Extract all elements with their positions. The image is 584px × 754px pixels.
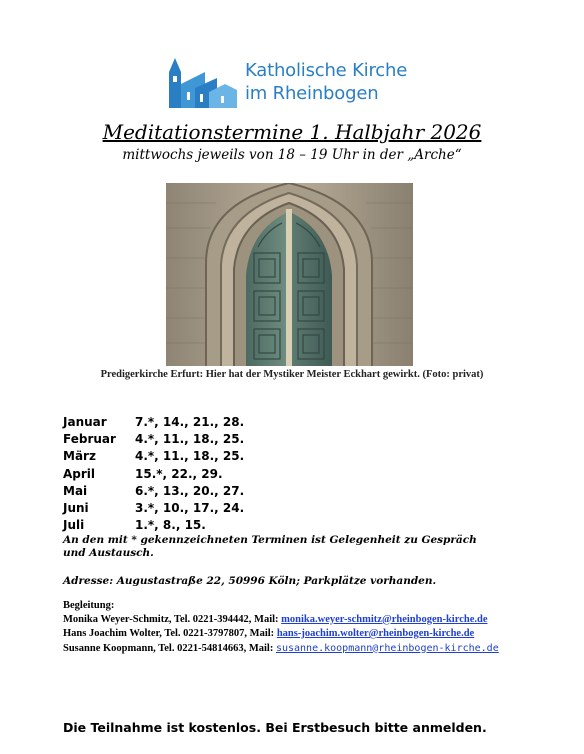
contact-hans-joachim [63, 628, 523, 641]
page-subtitle: mittwochs jeweils von 18 – 19 Uhr in der „Arche“ [122, 147, 462, 163]
logo-text-line2: im Rheinbogen [245, 83, 379, 104]
month-days: 7.*, 14., 21., 28. [135, 415, 245, 429]
month-label: Juli [63, 518, 85, 533]
logo-text-line1: Katholische Kirche [245, 60, 408, 81]
church-door-photo [166, 183, 413, 366]
month-days: 1.*, 8., 15. [135, 518, 206, 533]
month-days: 15.*, 22., 29. [135, 466, 223, 481]
month-days: 6.*, 13., 20., 27. [135, 483, 245, 498]
logo [165, 52, 417, 110]
photo-caption: Predigerkirche Erfurt: Hier hat der Mystiker Meister Eckhart gewirkt. (Foto: privat) [100, 369, 484, 380]
contacts [63, 600, 523, 657]
contact-text: Monika Weyer-Schmitz, Tel. 0221-394442, Mail: [63, 613, 282, 625]
church-logo-icon [165, 54, 239, 108]
email-link-monika[interactable]: monika.weyer-schmitz@rheinbogen-kirche.de [281, 613, 488, 625]
month-days: 3.*, 10., 17., 24. [135, 500, 245, 515]
email-link-susanne[interactable]: susanne.koopmann@rheinbogen-kirche.de [275, 642, 499, 654]
address: Adresse: Augustastraße 22, 50996 Köln; Parkplätze vorhanden. [63, 575, 437, 587]
month-label: Januar [63, 415, 107, 429]
contact-text: Hans Joachim Wolter, Tel. 0221-3797807, Mail: [63, 628, 277, 639]
month-label: Mai [63, 483, 88, 498]
contacts-label: Begleitung: [63, 600, 115, 611]
contact-text: Susanne Koopmann, Tel. 0221-54814663, Mail: [63, 642, 276, 654]
month-days: 4.*, 11., 18., 25. [135, 449, 245, 464]
month-days: 4.*, 11., 18., 25. [135, 432, 245, 447]
month-label: April [63, 466, 96, 481]
month-label: Februar [63, 432, 116, 447]
contact-monika [63, 614, 523, 627]
month-label: März [63, 449, 96, 464]
contact-susanne [63, 643, 523, 656]
month-label: Juni [63, 500, 89, 515]
asterisk-note: An den mit * gekennzeichneten Terminen ist Gelegenheit zu Gespräch und Austausch. [63, 534, 477, 559]
email-link-hans-joachim[interactable]: hans-joachim.wolter@rheinbogen-kirche.de [276, 628, 475, 639]
page-title: Meditationstermine 1. Halbjahr 2026 [102, 120, 482, 144]
footer-note: Die Teilnahme ist kostenlos. Bei Erstbesuch bitte anmelden. [63, 720, 487, 735]
